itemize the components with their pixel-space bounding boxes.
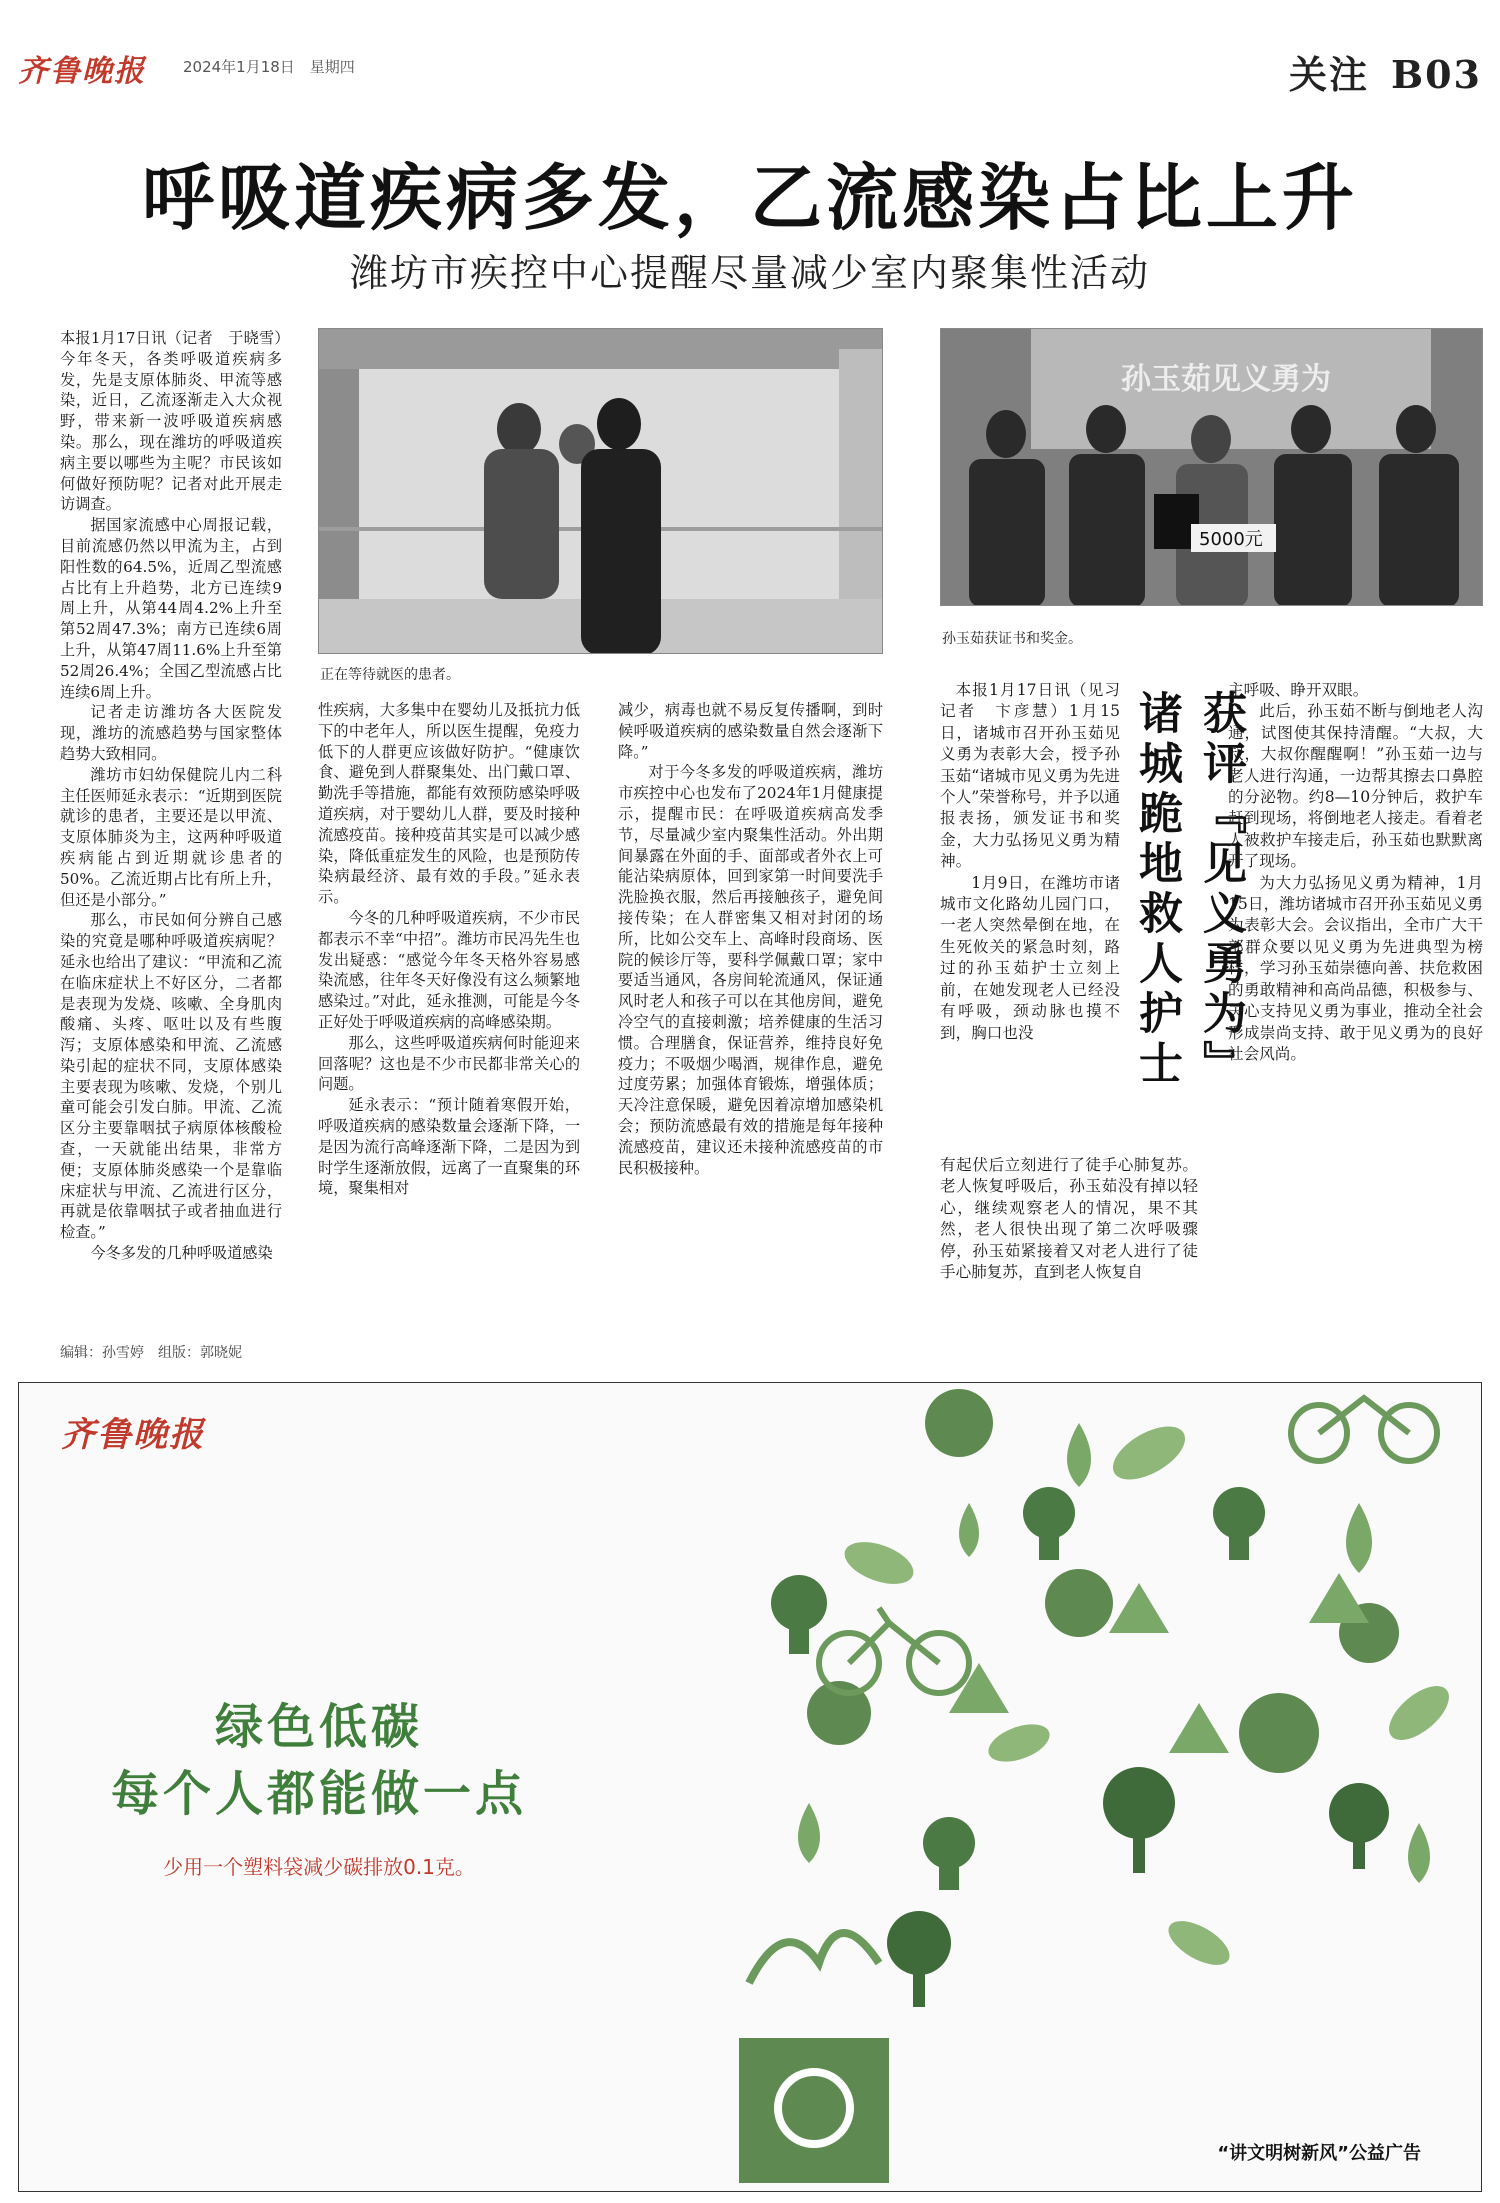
paragraph: 性疾病，大多集中在婴幼儿及抵抗力低下的中老年人，所以医生提醒，免疫力低下的人群更应该做好防护。“健康饮食、避免到人群聚集处、出门戴口罩、勤洗手等措施，都能有效预防感染呼吸道疾病，对于婴幼儿人群，要及时接种流感疫苗。接种疫苗其实是可以减少感染，降低重症发生的风险，也是预防传染病最经济、最有效的手段。”延永表示。 (318, 701, 580, 907)
paragraph: 据国家流感中心周报记载，目前流感仍然以甲流为主，占到阳性数的64.5%，近周乙型流感占比有上升趋势，北方已连续9周上升，从第44周4.2%上升至第52周47.3%；南方已连续6周上升，从第47周11.6%上升至第52周26.4%；全国乙型流感占比连续6周上升。 (60, 516, 282, 701)
section-label (1289, 44, 1482, 99)
ad-subtitle: 少用一个塑料袋减少碳排放0.1克。 (163, 1855, 475, 1879)
paragraph: 那么，市民如何分辨自己感染的究竟是哪种呼吸道疾病呢？延永也给出了建议：“甲流和乙流在临床症状上不好区分，二者都是表现为发烧、咳嗽、全身肌肉酸痛、头疼、呕吐以及有些腹泻；支原体感染和甲流、乙流感染引起的症状不同，支原体感染主要表现为咳嗽、发烧，个别儿童可能会引发白肺。甲流、乙流区分主要靠咽拭子病原体核酸检查，一天就能出结果，非常方便；支原体肺炎感染一个是靠临床症状与甲流、乙流进行区分，再就是依靠咽拭子或者抽血进行检查。” (60, 911, 282, 1242)
main-subhead: 潍坊市疾控中心提醒尽量减少室内聚集性活动 (349, 251, 1150, 295)
side-article-colA-bottom (940, 1155, 1198, 1313)
main-article-col2 (318, 700, 580, 1312)
side-photo-caption: 孙玉茹获证书和奖金。 (942, 631, 1082, 647)
paragraph: 此后，孙玉茹不断与倒地老人沟通，试图使其保持清醒。“大叔，大叔，大叔你醒醒啊！”孙玉茹一边与老人进行沟通，一边帮其擦去口鼻腔的分泌物。约8—10分钟后，救护车赶到现场，将倒地老人接走。看着老人被救护车接走后，孙玉茹也默默离开了现场。 (1228, 702, 1483, 871)
tree-icon (887, 1767, 1389, 2007)
side-headline-b: 诸城跪地救人护士 (1131, 690, 1182, 1090)
paragraph: 记者走访潍坊各大医院发现，潍坊的流感趋势与国家整体趋势大致相同。 (60, 703, 282, 763)
paragraph: 1月9日，在潍坊市诸城市文化路幼儿园门口，一老人突然晕倒在地，在生死攸关的紧急时刻，路过的孙玉茹护士立刻上前，在她发现老人已经没有呼吸，颈动脉也摸不到，胸口也没 (940, 873, 1120, 1042)
ad-title-line1: 绿色低碳 (214, 1699, 423, 1755)
paragraph: 延永表示：“预计随着寒假开始，呼吸道疾病的感染数量会逐渐下降，一是因为流行高峰逐渐下降，二是因为到时学生逐渐放假，远离了一直聚集的环境，聚集相对 (318, 1096, 580, 1198)
photo-caption: 正在等待就医的患者。 (320, 667, 460, 683)
shopping-bag-icon (739, 1933, 889, 2183)
paragraph: 本报1月17日讯（记者 于晓雪）今年冬天，各类呼吸道疾病多发，先是支原体肺炎、甲流等感染，近日，乙流逐渐走入大众视野，带来新一波呼吸道疾病感染。那么，现在潍坊的呼吸道疾病主要以哪些为主呢？市民该如何做好预防呢？记者对此开展走访调查。 (60, 329, 282, 514)
page-code: B03 (1391, 52, 1482, 97)
paragraph: 减少，病毒也就不易反复传播啊，到时候呼吸道疾病的感染数量自然会逐渐下降。” (618, 701, 883, 761)
paragraph: 那么，这些呼吸道疾病何时能迎来回落呢？这也是不少市民都非常关心的问题。 (318, 1033, 580, 1094)
public-service-ad (18, 1382, 1482, 2192)
ad-title-line2: 每个人都能做一点 (110, 1766, 527, 1822)
paragraph: 有起伏后立刻进行了徒手心肺复苏。老人恢复呼吸后，孙玉茹没有掉以轻心，继续观察老人的情况，果不其然，老人很快出现了第二次呼吸骤停，孙玉茹紧接着又对老人进行了徒手心肺复苏，直到老人恢复自 (940, 1156, 1198, 1282)
side-article-colA (940, 680, 1120, 1154)
main-article-col3 (618, 700, 883, 1312)
side-article-colB (1228, 680, 1483, 1313)
side-headline-a: 获评『见义勇为』 (1195, 690, 1246, 1090)
green-icons-illustration (719, 1383, 1482, 2192)
award-photo (940, 328, 1483, 606)
prize-amount: 5000元 (1199, 529, 1263, 550)
section-name: 关注 (1288, 52, 1369, 97)
ad-footer: “讲文明树新风”公益广告 (1217, 2143, 1421, 2164)
paragraph: 今冬多发的几种呼吸道感染 (90, 1244, 273, 1263)
paragraph: 主呼吸、睁开双眼。 (1228, 681, 1369, 699)
main-headline: 呼吸道疾病多发，乙流感染占比上升 (141, 156, 1358, 240)
masthead (18, 40, 1482, 97)
paragraph: 本报1月17日讯（见习记者 卞彦慧）1月15日，诸城市召开孙玉茹见义勇为表彰大会，授予孙玉茹“诸城市见义勇为先进个人”荣誉称号，并予以通报表扬，颁发证书和奖金，大力弘扬见义勇为精神。 (940, 681, 1120, 871)
ad-logo: 齐鲁晚报 (61, 1415, 205, 1455)
paragraph: 对于今冬多发的呼吸道疾病，潍坊市疾控中心也发布了2024年1月健康提示，提醒市民：在呼吸道疾病高发季节，尽量减少室内聚集性活动。外出期间暴露在外面的手、面部或者外衣上可能沾染病原体，回到家第一时间要洗手洗脸换衣服，然后再接触孩子，避免间接传染；在人群密集又相对封闭的场所，比如公交车上、高峰时段商场、医院的候诊厅等，要科学佩戴口罩；家中要适当通风，各房间轮流通风，保证通风时老人和孩子可以在其他房间，避免冷空气的直接刺激；培养健康的生活习惯。合理膳食，保证营养，维持良好免疫力；不吸烟少喝酒，规律作息，避免过度劳累；加强体育锻炼，增强体质；天冷注意保暖，避免因着凉增加感染机会；预防流感最有效的措施是每年接种流感疫苗，建议还未接种流感疫苗的市民积极接种。 (618, 763, 883, 1177)
banner-text: 孙玉茹见义勇为 (1121, 362, 1331, 397)
main-article-col1 (60, 328, 282, 1313)
paragraph: 潍坊市妇幼保健院儿内二科主任医师延永表示：“近期到医院就诊的患者，主要还是以甲流、支原体肺炎为主，这两种呼吸道疾病能占到近期就诊患者的50%。乙流近期占比有所上升，但还是小部分。” (60, 765, 282, 909)
editor-credits: 编辑：孙雪婷 组版：郭晓妮 (60, 1345, 242, 1361)
paragraph: 为大力弘扬见义勇为精神，1月15日，潍坊诸城市召开孙玉茹见义勇为表彰大会。会议指出，全市广大干部群众要以见义勇为先进典型为榜样，学习孙玉茹崇德向善、扶危救困的勇敢精神和高尚品德，积极参与、关心支持见义勇为事业，推动全社会形成崇尚支持、敢于见义勇为的良好社会风尚。 (1228, 873, 1483, 1063)
patients-photo (318, 328, 883, 654)
newspaper-logo: 齐鲁晚报 (18, 54, 146, 89)
paragraph: 今冬的几种呼吸道疾病，不少市民都表示不幸“中招”。潍坊市民冯先生也发出疑惑：“感觉今年冬天格外容易感染流感，往年冬天好像没有这么频繁地感染过。”对此，延永推测，可能是今冬正好处于呼吸道疾病的高峰感染期。 (318, 908, 580, 1031)
award-ceremony-image (941, 329, 1483, 606)
issue-date: 2024年1月18日 星期四 (183, 58, 355, 76)
hospital-corridor-image (319, 329, 883, 654)
